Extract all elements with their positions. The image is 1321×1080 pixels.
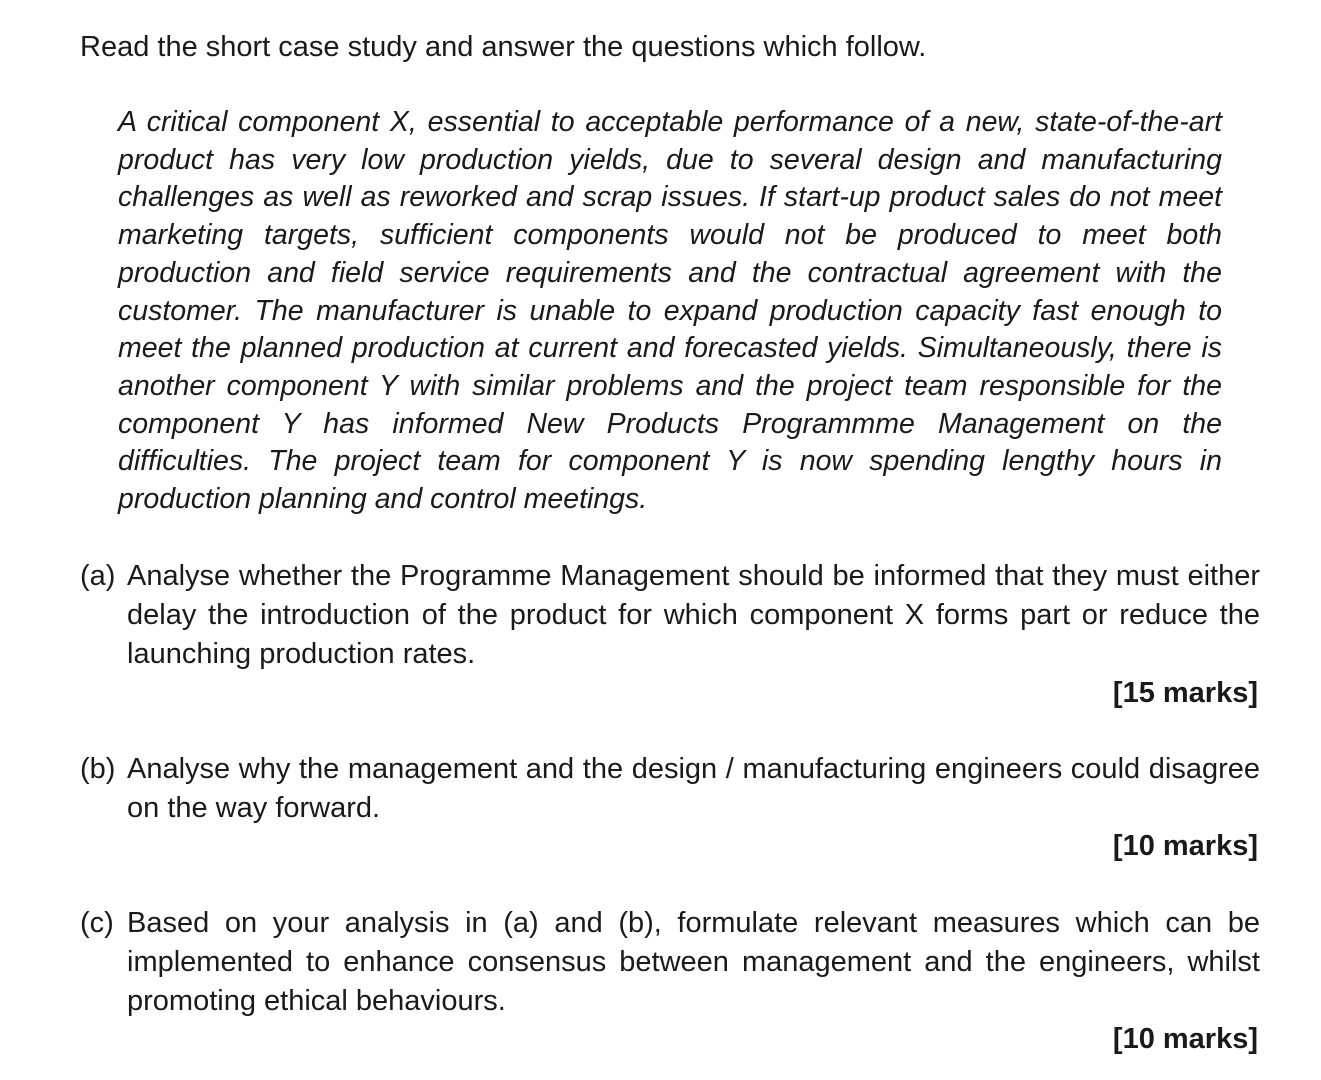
- question-text: Based on your analysis in (a) and (b), formulate relevant measures which can be implemented to enhance consensus between management and the engineers, whilst promoting ethical behaviours.: [127, 907, 1260, 1017]
- question-label: (b): [80, 753, 116, 785]
- question-text: Analyse why the management and the design / manufacturing engineers could disagree on the way forward.: [127, 753, 1260, 824]
- question-label: (c): [80, 907, 114, 939]
- question-text: Analyse whether the Programme Management should be informed that they must either delay the introduction of the product for which component X forms part or reduce the launching production rates.: [127, 560, 1260, 670]
- marks-label: [10 marks]: [1112, 830, 1258, 862]
- question-label: (a): [80, 560, 116, 592]
- question-a: [80, 557, 1260, 673]
- instruction-text: Read the short case study and answer the questions which follow.: [80, 31, 927, 63]
- case-study-paragraph: A critical component X, essential to acceptable performance of a new, state-of-the-art product has very low production yields, due to several design and manufacturing challenges as well as reworked and scrap issues. If start-up product sales do not meet marketing targets, sufficient components would not be produced to meet both production and field service requirements and the contractual agreement with the customer. The manufacturer is unable to expand production capacity fast enough to meet the planned production at current and forecasted yields. Simultaneously, there is another component Y with similar problems and the project team responsible for the component Y has informed New Products Programmme Management on the difficulties. The project team for component Y is now spending lengthy hours in production planning and control meetings.: [118, 106, 1222, 516]
- question-c: [80, 904, 1260, 1020]
- question-b: [80, 750, 1260, 828]
- marks-label: [15 marks]: [1112, 677, 1258, 709]
- marks-label: [10 marks]: [1112, 1023, 1258, 1055]
